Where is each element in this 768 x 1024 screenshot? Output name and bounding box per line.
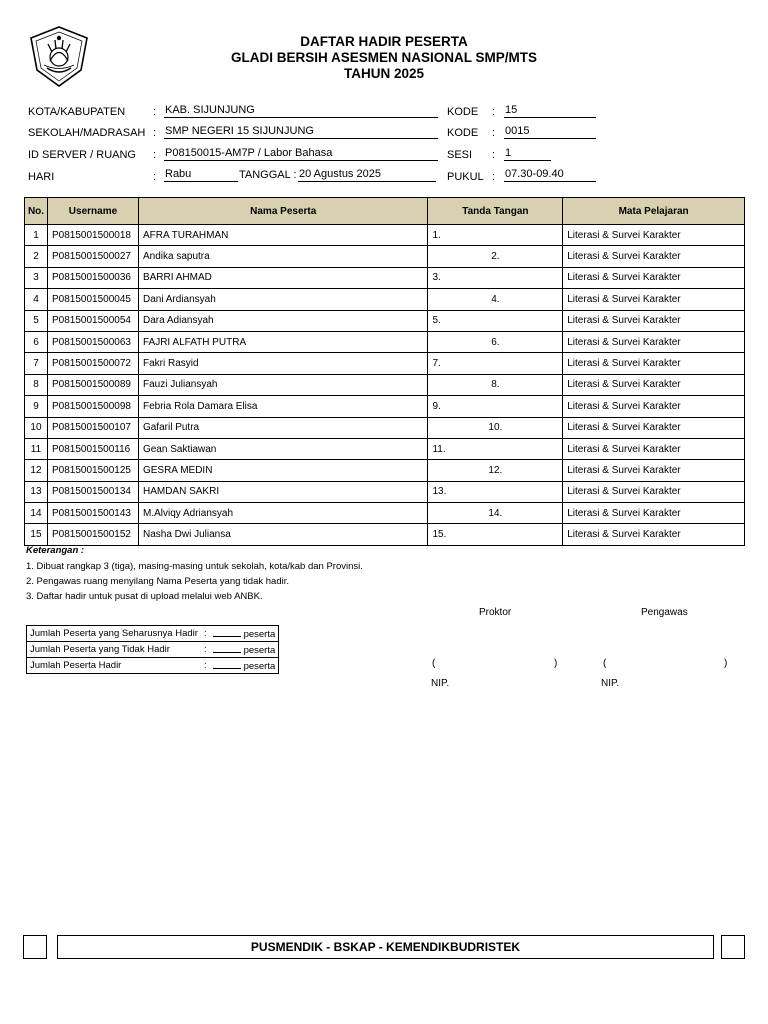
row-mata-pelajaran: Literasi & Survei Karakter — [563, 289, 745, 310]
row-username: P0815001500143 — [47, 503, 138, 524]
table-row — [25, 310, 745, 331]
row-username: P0815001500045 — [47, 289, 138, 310]
row-tanda-tangan: 14. — [428, 503, 563, 524]
row-tanda-tangan: 9. — [428, 396, 563, 417]
row-username: P0815001500027 — [47, 246, 138, 267]
summary-row — [27, 626, 279, 642]
pengawas-paren-open: ( — [603, 658, 607, 669]
summary-label-hadir: Jumlah Peserta Hadir — [30, 660, 122, 671]
table-row — [25, 289, 745, 310]
title-line-3: TAHUN 2025 — [343, 66, 425, 81]
kode1-value: 15 — [504, 104, 596, 118]
hari-value: Rabu — [164, 168, 238, 182]
hari-colon: : — [153, 171, 157, 183]
kota-value: KAB. SIJUNJUNG — [164, 104, 438, 118]
row-username: P0815001500125 — [47, 460, 138, 481]
row-nama-peserta: Fakri Rasyid — [138, 353, 428, 374]
row-nama-peserta: Febria Rola Damara Elisa — [138, 396, 428, 417]
row-username: P0815001500134 — [47, 481, 138, 502]
row-username: P0815001500036 — [47, 267, 138, 288]
row-no: 4 — [25, 289, 48, 310]
row-nama-peserta: BARRI AHMAD — [138, 267, 428, 288]
table-row — [25, 267, 745, 288]
row-mata-pelajaran: Literasi & Survei Karakter — [563, 417, 745, 438]
row-mata-pelajaran: Literasi & Survei Karakter — [563, 481, 745, 502]
row-nama-peserta: Fauzi Juliansyah — [138, 374, 428, 395]
footer-banner: PUSMENDIK - BSKAP - KEMENDIKBUDRISTEK — [57, 935, 714, 959]
kode2-label: KODE — [447, 127, 479, 139]
footer-box-right — [721, 935, 745, 959]
row-username: P0815001500018 — [47, 225, 138, 246]
row-no: 13 — [25, 481, 48, 502]
pukul-label: PUKUL — [447, 171, 484, 183]
summary-label-seharusnya: Jumlah Peserta yang Seharusnya Hadir — [27, 626, 201, 642]
row-no: 3 — [25, 267, 48, 288]
row-nama-peserta: HAMDAN SAKRI — [138, 481, 428, 502]
proktor-label: Proktor — [479, 607, 512, 618]
row-tanda-tangan: 6. — [428, 331, 563, 352]
row-mata-pelajaran: Literasi & Survei Karakter — [563, 503, 745, 524]
row-mata-pelajaran: Literasi & Survei Karakter — [563, 460, 745, 481]
hari-label: HARI — [28, 171, 55, 183]
summary-row — [27, 658, 279, 674]
summary-unit: peserta — [243, 661, 276, 672]
row-no: 1 — [25, 225, 48, 246]
pengawas-label: Pengawas — [641, 607, 688, 618]
note-item-1: 1. Dibuat rangkap 3 (tiga), masing-masing untuk sekolah, kota/kab dan Provinsi. — [26, 561, 363, 572]
row-username: P0815001500089 — [47, 374, 138, 395]
row-no: 8 — [25, 374, 48, 395]
row-tanda-tangan: 13. — [428, 481, 563, 502]
row-no: 11 — [25, 438, 48, 459]
row-tanda-tangan: 4. — [428, 289, 563, 310]
row-nama-peserta: Dani Ardiansyah — [138, 289, 428, 310]
table-row — [25, 225, 745, 246]
server-value: P08150015-AM7P / Labor Bahasa — [164, 147, 438, 161]
header-nama-peserta: Nama Peserta — [138, 198, 428, 225]
summary-blank — [213, 643, 241, 653]
table-row — [25, 353, 745, 374]
summary-colon: : — [201, 626, 210, 642]
table-row — [25, 460, 745, 481]
tanggal-label: TANGGAL : — [239, 169, 297, 181]
row-nama-peserta: AFRA TURAHMAN — [138, 225, 428, 246]
row-nama-peserta: GESRA MEDIN — [138, 460, 428, 481]
table-row — [25, 503, 745, 524]
row-mata-pelajaran: Literasi & Survei Karakter — [563, 524, 745, 545]
row-tanda-tangan: 5. — [428, 310, 563, 331]
summary-blank — [213, 627, 241, 637]
note-item-2: 2. Pengawas ruang menyilang Nama Peserta yang tidak hadir. — [26, 576, 289, 587]
summary-count-hadir — [210, 658, 279, 674]
row-username: P0815001500054 — [47, 310, 138, 331]
table-row — [25, 438, 745, 459]
row-tanda-tangan: 11. — [428, 438, 563, 459]
kota-label: KOTA/KABUPATEN — [28, 106, 126, 118]
kode1-label: KODE — [447, 106, 479, 118]
kode2-colon: : — [492, 127, 496, 139]
server-label: ID SERVER / RUANG — [28, 149, 136, 161]
table-row — [25, 417, 745, 438]
sesi-value: 1 — [504, 147, 551, 161]
summary-unit: peserta — [243, 645, 276, 656]
row-username: P0815001500116 — [47, 438, 138, 459]
table-header-row — [25, 198, 745, 225]
row-mata-pelajaran: Literasi & Survei Karakter — [563, 438, 745, 459]
row-mata-pelajaran: Literasi & Survei Karakter — [563, 374, 745, 395]
sekolah-value: SMP NEGERI 15 SIJUNJUNG — [164, 125, 438, 139]
header-username: Username — [47, 198, 138, 225]
summary-row — [27, 642, 279, 658]
summary-box — [26, 625, 279, 674]
pengawas-paren-close: ) — [724, 658, 728, 669]
header-tanda-tangan: Tanda Tangan — [428, 198, 563, 225]
row-nama-peserta: Gafaril Putra — [138, 417, 428, 438]
row-tanda-tangan: 12. — [428, 460, 563, 481]
row-tanda-tangan: 3. — [428, 267, 563, 288]
row-mata-pelajaran: Literasi & Survei Karakter — [563, 246, 745, 267]
row-nama-peserta: Dara Adiansyah — [138, 310, 428, 331]
proktor-paren-open: ( — [432, 658, 436, 669]
row-nama-peserta: Andika saputra — [138, 246, 428, 267]
pengawas-nip: NIP. — [601, 678, 620, 689]
summary-count-tidak-hadir — [210, 642, 279, 658]
row-mata-pelajaran: Literasi & Survei Karakter — [563, 396, 745, 417]
row-tanda-tangan: 8. — [428, 374, 563, 395]
row-no: 9 — [25, 396, 48, 417]
kota-colon: : — [153, 106, 157, 118]
row-mata-pelajaran: Literasi & Survei Karakter — [563, 310, 745, 331]
proktor-paren-close: ) — [554, 658, 558, 669]
row-mata-pelajaran: Literasi & Survei Karakter — [563, 331, 745, 352]
summary-unit: peserta — [243, 629, 276, 640]
title-line-1: DAFTAR HADIR PESERTA — [300, 34, 468, 49]
table-row — [25, 246, 745, 267]
proktor-nip: NIP. — [431, 678, 450, 689]
row-no: 12 — [25, 460, 48, 481]
row-tanda-tangan: 2. — [428, 246, 563, 267]
attendance-table — [24, 197, 745, 546]
row-no: 2 — [25, 246, 48, 267]
row-mata-pelajaran: Literasi & Survei Karakter — [563, 353, 745, 374]
summary-colon: : — [203, 660, 207, 671]
row-no: 10 — [25, 417, 48, 438]
title-line-2: GLADI BERSIH ASESMEN NASIONAL SMP/MTS — [230, 50, 538, 65]
row-username: P0815001500152 — [47, 524, 138, 545]
table-row — [25, 331, 745, 352]
sekolah-colon: : — [153, 127, 157, 139]
table-row — [25, 374, 745, 395]
row-tanda-tangan: 7. — [428, 353, 563, 374]
summary-label-tidak-hadir: Jumlah Peserta yang Tidak Hadir — [27, 642, 201, 658]
row-username: P0815001500107 — [47, 417, 138, 438]
row-username: P0815001500063 — [47, 331, 138, 352]
row-username: P0815001500098 — [47, 396, 138, 417]
sesi-colon: : — [492, 149, 496, 161]
row-no: 15 — [25, 524, 48, 545]
note-item-3: 3. Daftar hadir untuk pusat di upload melalui web ANBK. — [26, 591, 263, 602]
table-row — [25, 481, 745, 502]
pukul-colon: : — [492, 171, 496, 183]
row-tanda-tangan: 1. — [428, 225, 563, 246]
kode2-value: 0015 — [504, 125, 596, 139]
row-no: 7 — [25, 353, 48, 374]
row-nama-peserta: FAJRI ALFATH PUTRA — [138, 331, 428, 352]
row-tanda-tangan: 15. — [428, 524, 563, 545]
table-row — [25, 524, 745, 545]
summary-colon: : — [201, 642, 210, 658]
row-username: P0815001500072 — [47, 353, 138, 374]
row-nama-peserta: Nasha Dwi Juliansa — [138, 524, 428, 545]
row-no: 6 — [25, 331, 48, 352]
row-mata-pelajaran: Literasi & Survei Karakter — [563, 267, 745, 288]
header-no: No. — [25, 198, 48, 225]
summary-blank — [213, 659, 241, 669]
server-colon: : — [153, 149, 157, 161]
pukul-value: 07.30-09.40 — [504, 168, 596, 182]
sekolah-label: SEKOLAH/MADRASAH — [28, 127, 146, 139]
kode1-colon: : — [492, 106, 496, 118]
summary-count-seharusnya — [210, 626, 279, 642]
row-no: 14 — [25, 503, 48, 524]
row-nama-peserta: M.Alviqy Adriansyah — [138, 503, 428, 524]
row-tanda-tangan: 10. — [428, 417, 563, 438]
notes-heading: Keterangan : — [26, 545, 85, 556]
row-mata-pelajaran: Literasi & Survei Karakter — [563, 225, 745, 246]
table-row — [25, 396, 745, 417]
sesi-label: SESI — [447, 149, 473, 161]
row-nama-peserta: Gean Saktiawan — [138, 438, 428, 459]
header-mata-pelajaran: Mata Pelajaran — [563, 198, 745, 225]
row-no: 5 — [25, 310, 48, 331]
tanggal-value: 20 Agustus 2025 — [298, 168, 436, 182]
footer-box-left — [23, 935, 47, 959]
